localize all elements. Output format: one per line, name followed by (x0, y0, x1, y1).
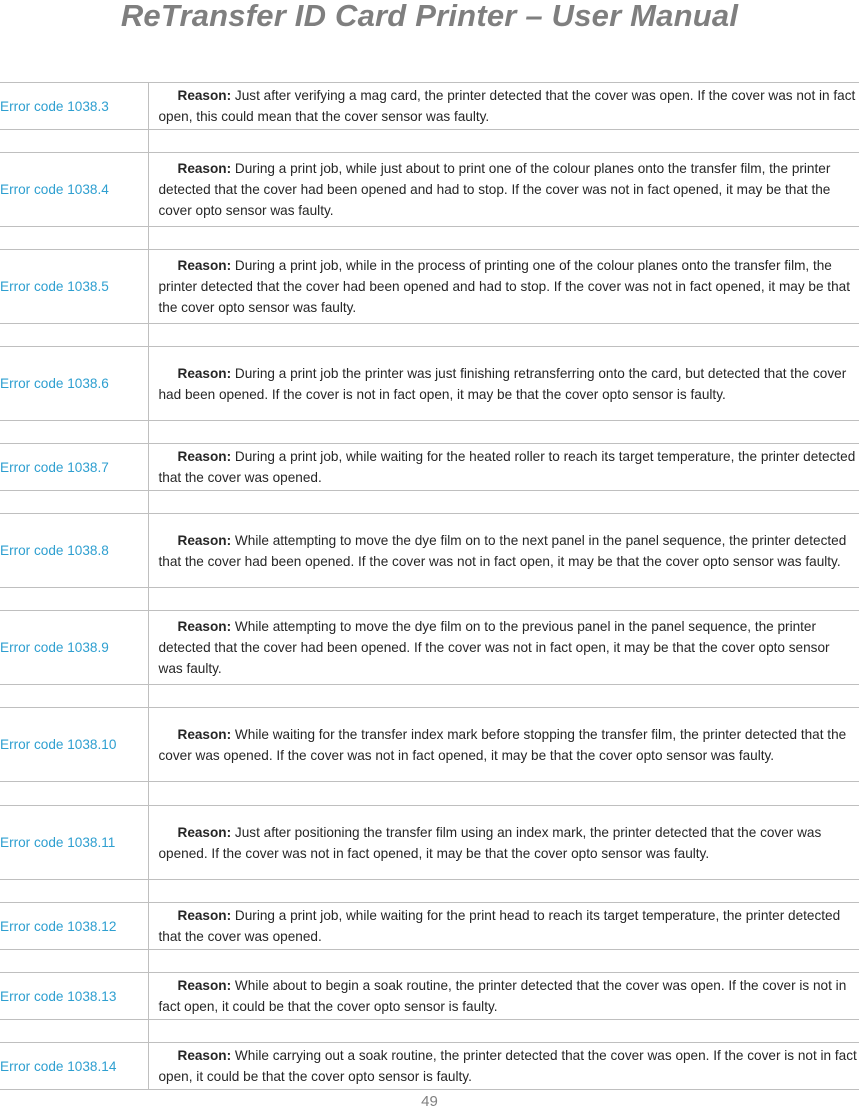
spacer-cell (0, 782, 148, 806)
reason-text: Just after positioning the transfer film using an index mark, the printer detected that the cover was opened. If the cover was not in fact opened, it may be that the cover opto sensor was faulty. (158, 824, 822, 861)
error-code: Error code 1038.11 (0, 806, 148, 880)
reason-label: Reason: (177, 532, 232, 548)
table-row (0, 806, 859, 880)
page-number: 49 (421, 1093, 438, 1110)
reason-text: While attempting to move the dye film on to the previous panel in the panel sequence, the printer detected that the cover had been opened. If the cover was not in fact open, it may be that the cover opto sensor was faulty. (158, 619, 830, 676)
error-reason-cell (148, 708, 859, 782)
error-code: Error code 1038.4 (0, 153, 148, 227)
reason-label: Reason: (177, 908, 232, 923)
reason-text: During a print job, while waiting for the print head to reach its target temperature, the printer detected that the cover was opened. (158, 908, 841, 944)
table-spacer-row (0, 950, 859, 973)
error-code: Error code 1038.8 (0, 514, 148, 588)
table-row (0, 708, 859, 782)
error-reason-cell (148, 806, 859, 880)
reason-text: While carrying out a soak routine, the printer detected that the cover was open. If the cover is not in fact open, it could be that the cover opto sensor is faulty. (158, 1048, 857, 1084)
error-code: Error code 1038.3 (0, 83, 148, 130)
spacer-cell (148, 782, 859, 806)
spacer-cell (148, 421, 859, 444)
table-spacer-row (0, 782, 859, 806)
spacer-cell (0, 588, 148, 611)
error-reason-cell (148, 153, 859, 227)
table-row (0, 250, 859, 324)
spacer-cell (0, 1020, 148, 1043)
error-reason-cell (148, 973, 859, 1020)
error-code: Error code 1038.5 (0, 250, 148, 324)
spacer-cell (148, 950, 859, 973)
error-code: Error code 1038.12 (0, 903, 148, 950)
table-spacer-row (0, 880, 859, 903)
table-row (0, 83, 859, 130)
reason-text: While waiting for the transfer index mark before stopping the transfer film, the printer detected that the cover was opened. If the cover was not in fact opened, it may be that the cover opto sensor was faulty. (158, 726, 847, 763)
reason-text: While about to begin a soak routine, the printer detected that the cover was open. If the cover is not in fact open, it could be that the cover opto sensor is faulty. (158, 978, 847, 1014)
error-code: Error code 1038.9 (0, 611, 148, 685)
spacer-cell (148, 324, 859, 347)
error-reason-cell (148, 514, 859, 588)
table-row (0, 347, 859, 421)
error-reason-cell (148, 903, 859, 950)
error-code: Error code 1038.13 (0, 973, 148, 1020)
table-row (0, 153, 859, 227)
table-row (0, 444, 859, 491)
spacer-cell (148, 130, 859, 153)
spacer-cell (0, 130, 148, 153)
reason-text: Just after verifying a mag card, the printer detected that the cover was open. If the cover was not in fact open, this could mean that the cover sensor was faulty. (158, 88, 856, 124)
error-reason-cell (148, 1043, 859, 1090)
error-code: Error code 1038.7 (0, 444, 148, 491)
reason-label: Reason: (177, 726, 232, 742)
reason-label: Reason: (177, 161, 232, 176)
spacer-cell (148, 1020, 859, 1043)
spacer-cell (148, 491, 859, 514)
table-spacer-row (0, 588, 859, 611)
table-row (0, 514, 859, 588)
spacer-cell (0, 880, 148, 903)
spacer-cell (0, 421, 148, 444)
error-reason-cell (148, 83, 859, 130)
table-spacer-row (0, 491, 859, 514)
reason-label: Reason: (177, 449, 232, 464)
spacer-cell (148, 880, 859, 903)
table-spacer-row (0, 421, 859, 444)
spacer-cell (148, 227, 859, 250)
error-reason-cell (148, 611, 859, 685)
table-row (0, 611, 859, 685)
spacer-cell (0, 491, 148, 514)
reason-text: During a print job, while just about to print one of the colour planes onto the transfer film, the printer detected that the cover had been opened and had to stop. If the cover was not in fact opened, it may be that the cover opto sensor was faulty. (158, 161, 831, 218)
table-row (0, 1043, 859, 1090)
reason-label: Reason: (177, 88, 232, 103)
table-spacer-row (0, 227, 859, 250)
spacer-cell (148, 588, 859, 611)
document-title: ReTransfer ID Card Printer – User Manual (120, 0, 739, 33)
reason-text: While attempting to move the dye film on to the next panel in the panel sequence, the printer detected that the cover had been opened. If the cover was not in fact open, it may be that the cover opto sensor was faulty. (158, 532, 847, 569)
reason-label: Reason: (177, 619, 232, 634)
table-spacer-row (0, 1020, 859, 1043)
spacer-cell (0, 227, 148, 250)
error-code-table (0, 82, 859, 1090)
reason-label: Reason: (177, 1048, 232, 1063)
table-spacer-row (0, 324, 859, 347)
error-reason-cell (148, 347, 859, 421)
table-spacer-row (0, 685, 859, 708)
error-code: Error code 1038.10 (0, 708, 148, 782)
reason-text: During a print job, while waiting for the heated roller to reach its target temperature, the printer detected that the cover was opened. (158, 449, 856, 485)
spacer-cell (0, 685, 148, 708)
table-spacer-row (0, 130, 859, 153)
error-reason-cell (148, 444, 859, 491)
error-reason-cell (148, 250, 859, 324)
error-code: Error code 1038.6 (0, 347, 148, 421)
error-code: Error code 1038.14 (0, 1043, 148, 1090)
table-row (0, 973, 859, 1020)
reason-text: During a print job, while in the process of printing one of the colour planes onto the transfer film, the printer detected that the cover had been opened and had to stop. If the cover was not in fact opened, it may be that the cover opto sensor was faulty. (158, 258, 850, 315)
spacer-cell (148, 685, 859, 708)
spacer-cell (0, 950, 148, 973)
spacer-cell (0, 324, 148, 347)
reason-label: Reason: (177, 824, 232, 840)
reason-label: Reason: (177, 978, 232, 993)
reason-text: During a print job the printer was just finishing retransferring onto the card, but detected that the cover had been opened. If the cover is not in fact open, it may be that the cover opto sensor is faulty. (158, 365, 847, 402)
table-row (0, 903, 859, 950)
reason-label: Reason: (177, 258, 232, 273)
reason-label: Reason: (177, 365, 232, 381)
